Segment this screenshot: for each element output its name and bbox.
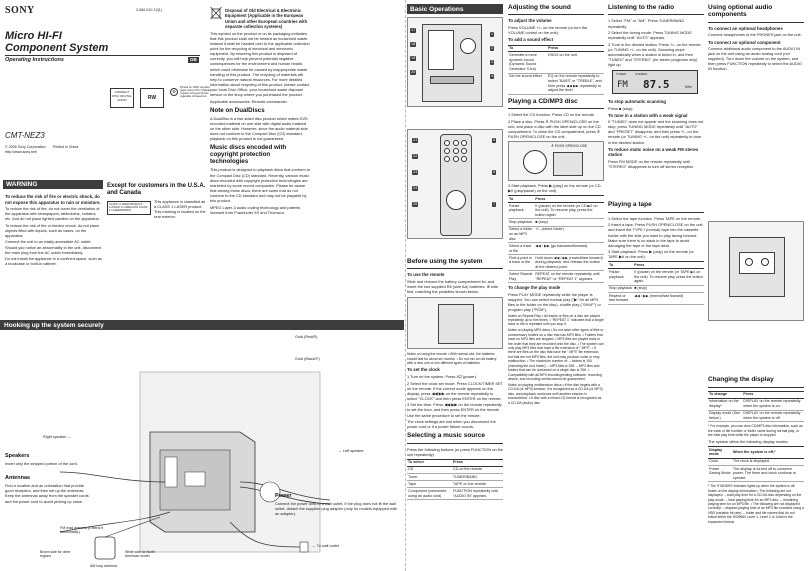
adjust-cell: Generate a more dynamic sound (Dynamic Sound Generator X-tra) (508, 52, 547, 73)
adjust-cell: Set the sound effect (508, 73, 547, 94)
hookup-bar: Hooking up the system securely (0, 320, 404, 330)
battery-compartment (438, 304, 474, 344)
before-title: Before using the system (407, 258, 483, 265)
source-cell: FUNCTION repeatedly until "AUDIO IN" appears. (452, 488, 503, 500)
recycled-note: Printed on 100% recycled paper using VOC (Volatile Organic Compound)-free vegetable oil based ink. (180, 86, 210, 99)
table-row (708, 465, 804, 481)
optional-rule (708, 22, 804, 23)
callout-4: 4 (491, 74, 494, 78)
table-row (708, 410, 804, 422)
warning-p3: Connect the unit to an easily accessible AC outlet. Should you notice an abnormality in the unit, disconnect the main plug from the AC outlet immediately. (5, 239, 102, 255)
callout-7: 7 (493, 202, 496, 206)
table-row (608, 285, 704, 292)
display-th-0: To change (708, 391, 742, 398)
modes-cell: The display is turned off to conserve power. The timer and clock continue to operate. (732, 465, 804, 481)
tape-th-1: Press (633, 262, 704, 269)
tape-title: Playing a tape (608, 201, 652, 209)
play-cell: REPEAT on the remote repeatedly until "REPEAT" or "REPEAT 1" appears. (534, 271, 604, 283)
clock-heading: To set the clock (407, 367, 440, 373)
antennas-title: Antennas (5, 475, 31, 481)
cd-tray (553, 152, 583, 176)
lcd-band: FM (617, 80, 628, 91)
play-cell: Find a point in a track or file (508, 254, 534, 270)
display-table (708, 391, 804, 423)
play-cell: ■ (stop) (534, 219, 604, 226)
remote-heading: To use the remote (407, 272, 445, 278)
tape-step-2: 2 Insert a tape. Press PUSH OPEN/CLOSE on the unit, and insert the TYPE I (normal) tape into the cassette holder with the side you want to play facing forward. Make sure there is no slack in the tape to avoid damaging the tape or the tape deck. (608, 222, 704, 248)
display-cell: Display mode (See below.) (708, 410, 742, 422)
source-rule (407, 443, 503, 444)
radio-tape-column (608, 4, 704, 567)
tape-cell: Pause playback (608, 269, 633, 285)
before-section (407, 255, 503, 502)
source-title: Selecting a music source (407, 432, 486, 440)
callout-22: 22 (413, 154, 418, 158)
table-row (407, 473, 503, 480)
table-row (407, 481, 503, 488)
callout-20: 20 (411, 70, 416, 74)
table-row (508, 219, 604, 226)
adjust-volume-text: Press VOLUME +/– on the remote (or turn the VOLUME control on the unit). (508, 24, 588, 36)
table-row (508, 73, 604, 94)
stop-scan-heading: To stop automatic scanning (608, 99, 666, 105)
remote-btn (453, 156, 459, 162)
optional-display-column (708, 4, 804, 567)
display-cell: Information on the display* (708, 398, 742, 410)
tape-cell: ◀◀ / ▶▶ (rewind/fast forward) (633, 292, 704, 304)
copy-music-title: Music discs encoded with copyright protection technologies (210, 144, 287, 166)
radio-lcd-wrap (608, 70, 704, 96)
add-effect-heading: To add a sound effect (508, 37, 554, 43)
clock-note: The clock settings are lost when you disconnect the power cord or if a power failure occurs. (407, 419, 496, 430)
am-antenna-label: AM loop antenna (90, 564, 118, 568)
laser-text: This appliance is classified as a CLASS 1 LASER product. This marking is located on the rear exterior. (154, 198, 206, 220)
subtitle: Operating Instructions (5, 57, 64, 63)
table-row (708, 458, 804, 465)
warning-bold: To reduce the risk of fire or electric shock, do not expose this apparatus to rain or moisture. (5, 194, 101, 205)
clock-step-1: 1 Turn on the system. Press I/⏻ (power). (407, 373, 478, 379)
speakers-text: Insert only the stripped portion of the cord. (5, 461, 78, 467)
radio-lcd (612, 70, 698, 94)
tape-cell: ■ (stop) (633, 285, 704, 292)
change-mode-heading: To change the play mode (508, 285, 561, 291)
warning-p2: To reduce the risk of fire or electric shock, do not place objects filled with liquids, such as vases, on the apparatus. (5, 222, 100, 238)
tape-rule (608, 212, 704, 213)
unit-front-figure (407, 17, 503, 107)
warning-heading: WARNING (3, 180, 103, 189)
tape-cell: Stop playback (609, 286, 633, 291)
callout-18: 18 (411, 42, 416, 46)
radio-rule (608, 14, 704, 15)
play-step-2: 2 Place a disc. Press ≜ PUSH OPEN/CLOSE on the unit, and place a disc with the label side up on the CD compartment. To close the CD compartment, press ≜ PUSH OPEN/CLOSE on the unit. (508, 118, 601, 139)
play-table (508, 195, 604, 283)
notes-repeat: Notes on Repeat Play • All tracks or files on a disc are played repeatedly up to five times. • "REPEAT 1" indicates that a single track or file is repeated until you stop it. (508, 313, 604, 327)
table-row (407, 488, 503, 500)
before-rule (407, 268, 503, 269)
remote-dpad (446, 190, 466, 210)
rw-logo: RW (140, 88, 164, 108)
component-text: Connect additional audio component to the AUDIO IN jack on the unit using an audio analog cord (not supplied). Turn down the volume on the system, and then press FUNCTION repeatedly to select the AUDIO IN function. (708, 46, 802, 72)
copyright-line (5, 145, 78, 149)
remote-text: Slide and remove the battery compartment lid, and insert the two supplied R6 (size AA) batteries, ⊕ side first, matching the polarities shown below. (407, 278, 499, 295)
disposal-title: Disposal of Old Electrical & Electronic Equipment (Applicable in the European Union and other European countries with separate collection systems) (225, 8, 308, 29)
noise-heading: To reduce static noise on a weak FM stereo station (608, 146, 699, 158)
copyright: © 2006 Sony Corporation (5, 145, 46, 149)
display-cell: DISPLAY on the remote repeatedly when the system is off. (742, 410, 804, 422)
dualdisc-title: Note on DualDiscs (210, 106, 265, 114)
power-text: Connect the power cord to a wall outlet. If the plug does not fit the wall outlet, detach the supplied plug adaptor (only for models equipped with an adaptor). (275, 501, 397, 517)
component-heading: To connect an optional component (708, 39, 781, 45)
table-row (508, 271, 604, 283)
source-cell: Component (connected using an audio cord) (407, 488, 452, 500)
sony-url: http://www.sony.net/ (5, 150, 37, 154)
table-row (608, 292, 704, 304)
adjust-cell: DSGX on the unit (547, 52, 604, 73)
antennas-section (5, 472, 90, 505)
display-note: * For example, you can view CD/MP3 disc information, such as the track or file number or folder name during normal play, or the total play time while the player is stopped. (708, 424, 803, 438)
mpeg-note: MPEG Layer-3 audio coding technology and patents licensed from Fraunhofer IIS and Thomson. (210, 204, 301, 215)
table-row (508, 226, 604, 242)
tape-step-3: 3 Start playback. Press ▶ (play) on the remote (or TAPE ▶II on the unit). (608, 249, 694, 260)
modes-cell: Clock (708, 458, 732, 465)
adjust-cell: EQ on the remote repeatedly to select "BASS" or "TREBLE", and then press ◀◀ ▶▶ repeatedly to adjust the level. (547, 73, 604, 94)
volume-knob (460, 38, 476, 54)
lcd-mhz: MHz (685, 85, 692, 90)
cd-logo: COMPACT DISC DIGITAL AUDIO (110, 88, 134, 108)
warning-p4: Do not install the appliance in a confined space, such as a bookcase or built-in cabinet. (5, 256, 102, 267)
lcd-frequency: 87.5 (643, 78, 670, 92)
source-cell: Tuner (407, 473, 452, 480)
disc-logos (110, 84, 210, 126)
title-line-1: Micro HI-FI (5, 30, 62, 42)
disc-insert-figure (508, 141, 604, 181)
source-text: Press the following buttons (or press FUNCTION on the unit repeatedly). (407, 446, 503, 457)
disc-icon (523, 150, 547, 174)
product-title (5, 31, 108, 54)
display-modes-intro: The system offers the following display modes. (708, 439, 789, 445)
callout-17: 17 (411, 28, 416, 32)
table-row (708, 398, 804, 410)
speakers-section (5, 450, 95, 468)
copy-music-text: This product is designed to playback discs that conform to the Compact Disc (CD) standard. Recently, various music discs encoded with copyright protection technologies are marketed by some record companies. Please be aware that among those discs, there are some that do not conform to the CD standard and may not be playable by this product. (210, 167, 310, 203)
play-cell: ◀◀ / ▶▶ (go backward/forward) (534, 243, 604, 255)
clock-step-3: 3 Set the time. Press ◀◀ ▶▶ on the remote repeatedly to set the hour, and then press ENTER on the remote. Use the same procedure to set the minute. (407, 402, 502, 418)
play-th-1: Press (534, 196, 604, 203)
noise-text: Press FM MODE on the remote repeatedly until "STEREO" disappears to turn off stereo reception. (608, 158, 695, 169)
wall-outlet-text: To wall outlet (316, 544, 339, 548)
battery-figure (407, 297, 503, 349)
fm-antenna-label: FM lead antenna (Extend it horizontally.) (60, 526, 104, 535)
cassette-figure (708, 221, 804, 321)
adjust-rule (508, 14, 604, 15)
remote-btn (444, 140, 450, 146)
tape-cell: Rewind or fast forward (608, 292, 633, 304)
play-step-3: 3 Start playback. Press ▶ (play) on the remote (or CD ▶II (play/pause) on the unit). (508, 182, 601, 194)
warning-p1: To reduce the risk of fire, do not cover the ventilation of the apparatus with newspapers, tablecloths, curtains, etc. And do not place lighted candles on the apparatus. (5, 206, 100, 222)
recycle-icon: ♻ (170, 88, 178, 96)
tape-step-1: 1 Select the tape function. Press TAPE on the remote. (608, 215, 702, 221)
callout-2: 2 (491, 46, 494, 50)
adjust-title: Adjusting the sound (508, 4, 571, 11)
adjust-th-0: To (508, 45, 547, 52)
adjust-table (508, 45, 604, 95)
headphones-text: Connect headphones to the PHONES jack on the unit. (708, 32, 802, 38)
model-name: CMT-NEZ3 (5, 131, 45, 140)
optional-title: Using optional audio components (708, 4, 773, 19)
play-cell: Pause playback (508, 202, 534, 218)
change-mode-text: Press PLAY MODE repeatedly while the player is stopped. You can select normal play ("▶" for all MP3 files in the folder on the disc), shuffle play ("SHUF") or program play ("PGM"). (508, 291, 601, 312)
brand-logo: SONY (5, 5, 35, 16)
source-cell: CD on the remote (452, 466, 503, 473)
front-page (0, 0, 404, 300)
play-cell: Select a folder on an MP3 disc (509, 227, 533, 241)
tape-table (608, 261, 704, 304)
callout-19: 19 (411, 56, 416, 60)
figures-column (407, 17, 503, 567)
title-rule (5, 55, 200, 56)
remote-btn (461, 156, 467, 162)
weak-signal-text: If "TUNED" does not appear and the scanning does not stop, press TUNING MODE repeatedly until "AUTO" and "PRESET" disappear, and then press +/– on the remote (or TUNING +/– on the unit) repeatedly to tune in the desired station. (608, 119, 704, 145)
lcd-flag-tuned: TUNED (616, 72, 627, 77)
source-table (407, 459, 503, 500)
clock-step-2: 2 Select the clock set mode. Press CLOCK/TIMER SET on the remote. If the current mode appears on the display, press ◀◀ ▶▶ on the remote repeatedly to select "CLOCK" and then press ENTER on the remote. (407, 380, 503, 401)
lang-badge: GB (190, 57, 197, 62)
callout-25: 25 (413, 202, 418, 206)
modes-cell: Power Saving Mode (708, 465, 732, 481)
table-row (508, 254, 604, 270)
source-cell: TAPE on the remote (452, 481, 503, 488)
weak-signal-heading: To tune in a station with a weak signal (608, 112, 688, 118)
radio-step-1: 1 Select "FM" or "AM". Press TUNER/BAND repeatedly. (608, 18, 685, 29)
remote-btn (461, 140, 467, 146)
right-speaker-label: Right speaker ← (43, 435, 72, 439)
title-line-2: Component System (5, 41, 109, 54)
white-side-label: White side for North American model (125, 550, 155, 559)
notes-mp3: Notes on playing MP3 discs • Do not save other types of files or unnecessary folders on a disc that has MP3 files. • Folders that have no MP3 files are skipped. • MP3 files are played back in the order that they are recorded onto the disc. • The system can only play MP3 files that have a file extension of ".MP3". • If there are files on the disc that have the ".MP3" file extension, but that are not MP3 files, the unit may produce noise or may malfunction. • The maximum number of: – folders is 150 (including the root folder). – MP3 files is 255. – MP3 files and folders that can be contained on a single disc is 256. • Compatibility with all MP3 encoding/writing software, recording device, and recording media cannot be guaranteed. (508, 328, 604, 381)
callout-3: 3 (491, 60, 494, 64)
part-number: 2-660-010-12(1) (136, 8, 162, 12)
sound-cd-column (508, 4, 604, 567)
notes-multisession: Notes on playing multisession discs • If the disc begins with a CD-DA (or MP3) session, it is recognized as a CD-DA (or MP3) disc, and playback continues until another session is encountered. • A disc with a mixed CD format is recognized as a CD-DA (audio) disc. (508, 382, 603, 405)
push-open-label: ≜ PUSH OPEN/CLOSE (551, 143, 588, 148)
left-speaker-text: Left speaker (342, 449, 364, 453)
callout-5: 5 (493, 138, 496, 142)
callout-21: 21 (413, 138, 418, 142)
callout-1: 1 (491, 32, 494, 36)
dualdisc-text: A DualDisc is a two sided disc product which mates DVD recorded material on one side with digital audio material on the other side. However, since the audio material side does not conform to the Compact Disc (CD) standard, playback on this product is not guaranteed. (210, 115, 308, 142)
hookup-figure (0, 332, 404, 571)
play-cell: +/– (select folder) (534, 226, 604, 242)
callout-23: 23 (413, 170, 418, 174)
remote-btn (444, 156, 450, 162)
headphones-heading: To connect an optional headphones (708, 25, 783, 31)
except-title: Except for customers in the U.S.A. and Canada (107, 183, 206, 196)
display-notes: * The STANDBY indicator lights up when the system is off. Notes on the display information • The following are not displayed: – total play time for a CD-DA disc depending on the play mode. – total playing time for an MP3 disc. – remaining playing time for an MP3 file. • The following are not displayed correctly: – elapsed playing time of an MP3 file encoded using a VBR (variable bit rate). – folder and file names that do not follow either the ISO9660 Level 1, Level 2 or Joliet in the expansion format. (708, 484, 804, 524)
modes-th-1: When the system is off,* (732, 447, 804, 458)
source-th-0: To select (407, 459, 452, 466)
speakers-title: Speakers (5, 453, 30, 459)
brown-side-label: Brown side for other regions (40, 550, 71, 559)
table-row (508, 202, 604, 218)
remote-btn (444, 148, 450, 154)
table-row (508, 52, 604, 73)
unit-cd-door (428, 30, 454, 70)
disposal-section (210, 6, 310, 216)
printed-in: Printed in China (52, 145, 79, 149)
play-cell: Select a track or file (508, 243, 534, 255)
table-row (508, 243, 604, 255)
stop-scan-text: Press ■ (stop). (608, 105, 634, 111)
play-cell: Stop playback (508, 219, 534, 226)
tape-cell: II (pause) on the remote (or TAPE ▶II on the unit). To resume play, press the button again. (634, 270, 703, 284)
radio-step-2: 2 Select the tuning mode. Press TUNING MODE repeatedly until "AUTO" appears. (608, 30, 692, 41)
modes-th-0: Display mode (708, 447, 732, 458)
table-row (407, 466, 503, 473)
remote-figure (407, 129, 503, 239)
left-speaker-label: → Left speaker (338, 449, 364, 453)
gold-red-label: Gold (Red/R) (295, 335, 318, 339)
fold-line (405, 0, 406, 571)
warning-body (5, 192, 103, 268)
notes-remote: Notes on using the remote • With normal use, the batteries should last for about six months. • Do not mix an old battery with a new one or mix different types of batteries. (407, 352, 497, 366)
display-rule (708, 387, 804, 388)
play-rule (508, 108, 604, 109)
play-cell: Hold down ◀◀ / ▶▶ (rewind/fast forward) during playback, and release the button at the desired point. (535, 255, 603, 269)
disposal-accessory: Applicable accessories: Remote commander (210, 98, 287, 104)
source-cell: Tape (407, 481, 452, 488)
display-th-1: Press (742, 391, 804, 398)
remote-btn (453, 140, 459, 146)
display-modes-table (708, 446, 804, 482)
remote-button-grid (444, 140, 468, 162)
play-title: Playing a CD/MP3 disc (508, 97, 578, 105)
callout-24: 24 (413, 186, 418, 190)
play-th-0: To (508, 196, 534, 203)
power-title: Power (275, 493, 292, 499)
radio-step-3: 3 Tune in the desired station. Press +/– on the remote (or TUNING +/– on the unit). Scanning stops automatically when a station is tuned in, and then "TUNED" and "STEREO" (for stereo programs only) light up. (608, 41, 701, 68)
display-cell: DISPLAY on the remote repeatedly when the system is on. (742, 398, 804, 410)
remote-btn (453, 148, 459, 154)
tape-th-0: To (608, 262, 633, 269)
basic-ops-bar: Basic Operations (407, 4, 503, 14)
laser-label: CLASS 1 LASER PRODUCT LUOKAN 1 LASERLAITE KLASS 1 LASERAPPARAT (107, 201, 151, 215)
disposal-text: This symbol on the product or on its packaging indicates that this product shall not be treated as household waste. Instead it shall be handed over to the applicable collection point for the recycling of electrical and electronic equipment. By ensuring this product is disposed of correctly, you will help prevent potential negative consequences for the environment and human health, which could otherwise be caused by inappropriate waste handling of this product. The recycling of materials will help to conserve natural resources. For more detailed information about recycling of this product, please contact your local Civic Office, your household waste disposal service or the shop where you purchased the product. (210, 31, 310, 97)
play-cell: II (pause) on the remote (or CD ▶II on the unit). To resume play, press the button again. (534, 202, 604, 218)
adjust-th-1: Press (547, 45, 604, 52)
remote-btn (461, 148, 467, 154)
adjust-volume-heading: To adjust the volume (508, 18, 552, 24)
spacer (608, 170, 704, 198)
radio-title: Listening to the radio (608, 4, 675, 11)
unit-display (430, 76, 474, 84)
source-cell: TUNER/BAND (452, 473, 503, 480)
wall-outlet-label: ← To wall outlet (312, 544, 339, 548)
antennas-text: Find a location and an orientation that provide good reception, and then set up the antennas. Keep the antennas away from the speaker cords and the power cord to avoid picking up noise. (5, 483, 89, 504)
table-row (608, 269, 704, 285)
right-speaker-text: Right speaker (43, 435, 67, 439)
power-section (275, 490, 400, 518)
play-step-1: 1 Select the CD function. Press CD on the remote. (508, 112, 595, 118)
modes-cell: The clock is displayed. (732, 458, 804, 465)
display-title: Changing the display (708, 376, 774, 384)
source-th-1: Press (452, 459, 503, 466)
except-section (107, 180, 207, 221)
play-cell: Select Repeat Play (508, 271, 534, 283)
source-cell: CD (407, 466, 452, 473)
gold-black-label: Gold (Black/©) (295, 357, 320, 361)
callout-6: 6 (493, 170, 496, 174)
lcd-flag-stereo: STEREO (635, 72, 648, 77)
